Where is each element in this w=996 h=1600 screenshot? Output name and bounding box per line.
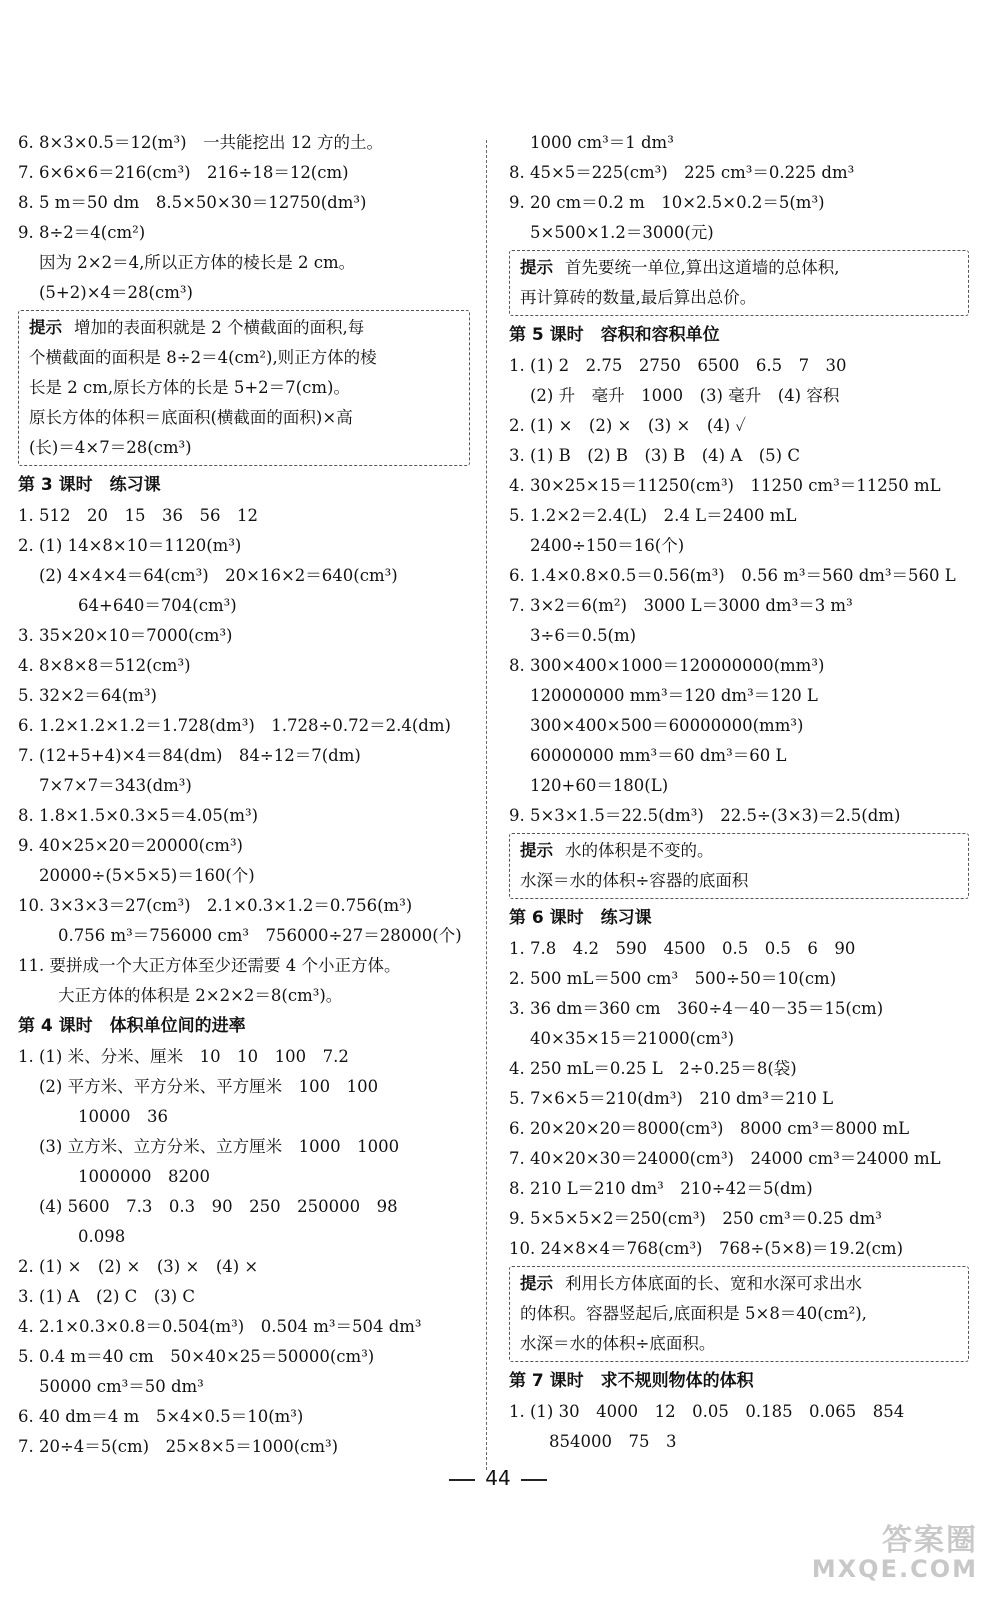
answer-line: 1000000 8200 [78,1167,210,1186]
answer-line: 300×400×500＝60000000(mm³) [530,716,804,735]
answer-line: 7. 20÷4＝5(cm) 25×8×5＝1000(cm³) [18,1437,339,1456]
answer-line: (4) 5600 7.3 0.3 90 250 250000 98 [39,1197,398,1216]
answer-line: 7. 3×2＝6(m²) 3000 L＝3000 dm³＝3 m³ [509,596,853,615]
tip-label: 提示 [520,1274,553,1293]
answer-line: 60000000 mm³＝60 dm³＝60 L [530,746,787,765]
answer-line: 8. 210 L＝210 dm³ 210÷42＝5(dm) [509,1179,813,1198]
tip-label: 提示 [520,841,553,860]
answer-line: 9. 40×25×20＝20000(cm³) [18,836,243,855]
footer-dash-right [521,1479,547,1481]
tip-line: 的体积。容器竖起后,底面积是 5×8＝40(cm²), [520,1304,867,1323]
answer-line: (2) 平方米、平方分米、平方厘米 100 100 [39,1077,379,1096]
answer-line: 3÷6＝0.5(m) [530,626,637,645]
answer-line: 64+640＝704(cm³) [78,596,237,615]
watermark-logo [812,1525,978,1582]
section-heading: 第 4 课时 体积单位间的进率 [18,1016,246,1036]
tip-line [520,1269,958,1299]
tip-line: 水深＝水的体积÷底面积。 [520,1334,716,1353]
right-column [509,128,969,1457]
answer-line: 7×7×7＝343(dm³) [39,776,192,795]
answer-line: (2) 4×4×4＝64(cm³) 20×16×2＝640(cm³) [39,566,398,585]
answer-line: 5. 1.2×2＝2.4(L) 2.4 L＝2400 mL [509,506,797,525]
answer-line: 11. 要拼成一个大正方体至少还需要 4 个小正方体。 [18,956,401,975]
tip-label: 提示 [520,258,553,277]
answer-line: 1. (1) 米、分米、厘米 10 10 100 7.2 [18,1047,349,1066]
tip-line: 再计算砖的数量,最后算出总价。 [520,288,757,307]
tip-line: 原长方体的体积＝底面积(横截面的面积)×高 [29,408,353,427]
answer-line: 2. (1) × (2) × (3) × (4) × [18,1257,259,1276]
watermark-line2: MXQE.COM [811,1554,978,1583]
answer-line: 5. 32×2＝64(m³) [18,686,157,705]
answer-line: 大正方体的体积是 2×2×2＝8(cm³)。 [58,986,343,1005]
answer-line: 2. (1) × (2) × (3) × (4) ✓ [509,416,747,435]
answer-line: 4. 250 mL＝0.25 L 2÷0.25＝8(袋) [509,1059,797,1078]
answer-line: (3) 立方米、立方分米、立方厘米 1000 1000 [39,1137,400,1156]
answer-line: 2400÷150＝16(个) [530,536,685,555]
tip-text: 利用长方体底面的长、宽和水深可求出水 [565,1274,862,1293]
section-heading: 第 6 课时 练习课 [509,908,652,928]
tip-line [520,836,958,866]
answer-line: 40×35×15＝21000(cm³) [530,1029,735,1048]
page-number: 44 [485,1466,511,1490]
answer-line: 854000 75 3 [549,1432,677,1451]
answer-line: 4. 8×8×8＝512(cm³) [18,656,191,675]
answer-line: 8. 5 m＝50 dm 8.5×50×30＝12750(dm³) [18,193,367,212]
answer-line: 120000000 mm³＝120 dm³＝120 L [530,686,818,705]
tip-label: 提示 [29,318,62,337]
column-divider [486,140,487,1470]
tip-line: 水深＝水的体积÷容器的底面积 [520,871,749,890]
answer-line: 8. 300×400×1000＝120000000(mm³) [509,656,825,675]
answer-line: 6. 40 dm＝4 m 5×4×0.5＝10(m³) [18,1407,304,1426]
answer-line: 10000 36 [78,1107,168,1126]
answer-line: 1. (1) 2 2.75 2750 6500 6.5 7 30 [509,356,847,375]
answer-line: 120+60＝180(L) [530,776,669,795]
answer-line: 8. 1.8×1.5×0.3×5＝4.05(m³) [18,806,259,825]
section-heading: 第 7 课时 求不规则物体的体积 [509,1371,754,1391]
answer-line: 3. 35×20×10＝7000(cm³) [18,626,233,645]
tip-line [520,253,958,283]
answer-line: 6. 20×20×20＝8000(cm³) 8000 cm³＝8000 mL [509,1119,910,1138]
answer-line: 1. 7.8 4.2 590 4500 0.5 0.5 6 90 [509,939,856,958]
answer-line: 0.756 m³＝756000 cm³ 756000÷27＝28000(个) [58,926,462,945]
tip-box [509,833,969,899]
answer-line: 2. 500 mL＝500 cm³ 500÷50＝10(cm) [509,969,837,988]
section-heading: 第 3 课时 练习课 [18,475,161,495]
answer-line: 5. 0.4 m＝40 cm 50×40×25＝50000(cm³) [18,1347,375,1366]
answer-line: 因为 2×2＝4,所以正方体的棱长是 2 cm。 [39,253,356,272]
answer-line: 7. (12+5+4)×4＝84(dm) 84÷12＝7(dm) [18,746,361,765]
answer-line: 6. 1.2×1.2×1.2＝1.728(dm³) 1.728÷0.72＝2.4(dm) [18,716,451,735]
answer-line: 1000 cm³＝1 dm³ [530,133,674,152]
watermark-line1: 答案圈 [882,1523,978,1559]
footer-dash-left [449,1479,475,1481]
answer-line: 3. (1) A (2) C (3) C [18,1287,196,1306]
answer-line: 6. 8×3×0.5＝12(m³) 一共能挖出 12 方的土。 [18,133,383,152]
section-heading: 第 5 课时 容积和容积单位 [509,325,720,345]
tip-text: 水的体积是不变的。 [565,841,714,860]
answer-line: 9. 5×5×5×2＝250(cm³) 250 cm³＝0.25 dm³ [509,1209,882,1228]
tip-box [509,1266,969,1362]
tip-box [509,250,969,316]
answer-line: 9. 5×3×1.5＝22.5(dm³) 22.5÷(3×3)＝2.5(dm) [509,806,901,825]
answer-line: (2) 升 毫升 1000 (3) 毫升 (4) 容积 [530,386,840,405]
answer-line: 20000÷(5×5×5)＝160(个) [39,866,255,885]
answer-line: 4. 2.1×0.3×0.8＝0.504(m³) 0.504 m³＝504 dm³ [18,1317,422,1336]
answer-line: 5. 7×6×5＝210(dm³) 210 dm³＝210 L [509,1089,834,1108]
answer-line: 9. 20 cm＝0.2 m 10×2.5×0.2＝5(m³) [509,193,825,212]
answer-line: 50000 cm³＝50 dm³ [39,1377,204,1396]
tip-box [18,310,470,466]
page-footer [0,1466,996,1490]
answer-line: 0.098 [78,1227,126,1246]
answer-line: 1. (1) 30 4000 12 0.05 0.185 0.065 854 [509,1402,905,1421]
answer-line: 9. 8÷2＝4(cm²) [18,223,146,242]
answer-line: 3. (1) B (2) B (3) B (4) A (5) C [509,446,800,465]
answer-line: 8. 45×5＝225(cm³) 225 cm³＝0.225 dm³ [509,163,855,182]
tip-text: 首先要统一单位,算出这道墙的总体积, [565,258,840,277]
tip-line [29,313,459,343]
tip-text: 增加的表面积就是 2 个横截面的面积,每 [74,318,365,337]
left-column [18,128,470,1462]
answer-line: (5+2)×4＝28(cm³) [39,283,193,302]
answer-line: 7. 6×6×6＝216(cm³) 216÷18＝12(cm) [18,163,349,182]
answer-line: 10. 3×3×3＝27(cm³) 2.1×0.3×1.2＝0.756(m³) [18,896,413,915]
answer-line: 4. 30×25×15＝11250(cm³) 11250 cm³＝11250 mL [509,476,941,495]
answer-line: 6. 1.4×0.8×0.5＝0.56(m³) 0.56 m³＝560 dm³＝560 L [509,566,956,585]
tip-line: 长是 2 cm,原长方体的长是 5+2＝7(cm)。 [29,378,350,397]
answer-line: 5×500×1.2＝3000(元) [530,223,714,242]
answer-line: 1. 512 20 15 36 56 12 [18,506,258,525]
answer-line: 10. 24×8×4＝768(cm³) 768÷(5×8)＝19.2(cm) [509,1239,904,1258]
tip-line: (长)＝4×7＝28(cm³) [29,438,192,457]
answer-line: 3. 36 dm＝360 cm 360÷4－40－35＝15(cm) [509,999,884,1018]
answer-line: 7. 40×20×30＝24000(cm³) 24000 cm³＝24000 mL [509,1149,941,1168]
answer-line: 2. (1) 14×8×10＝1120(m³) [18,536,242,555]
tip-line: 个横截面的面积是 8÷2＝4(cm²),则正方体的棱 [29,348,377,367]
